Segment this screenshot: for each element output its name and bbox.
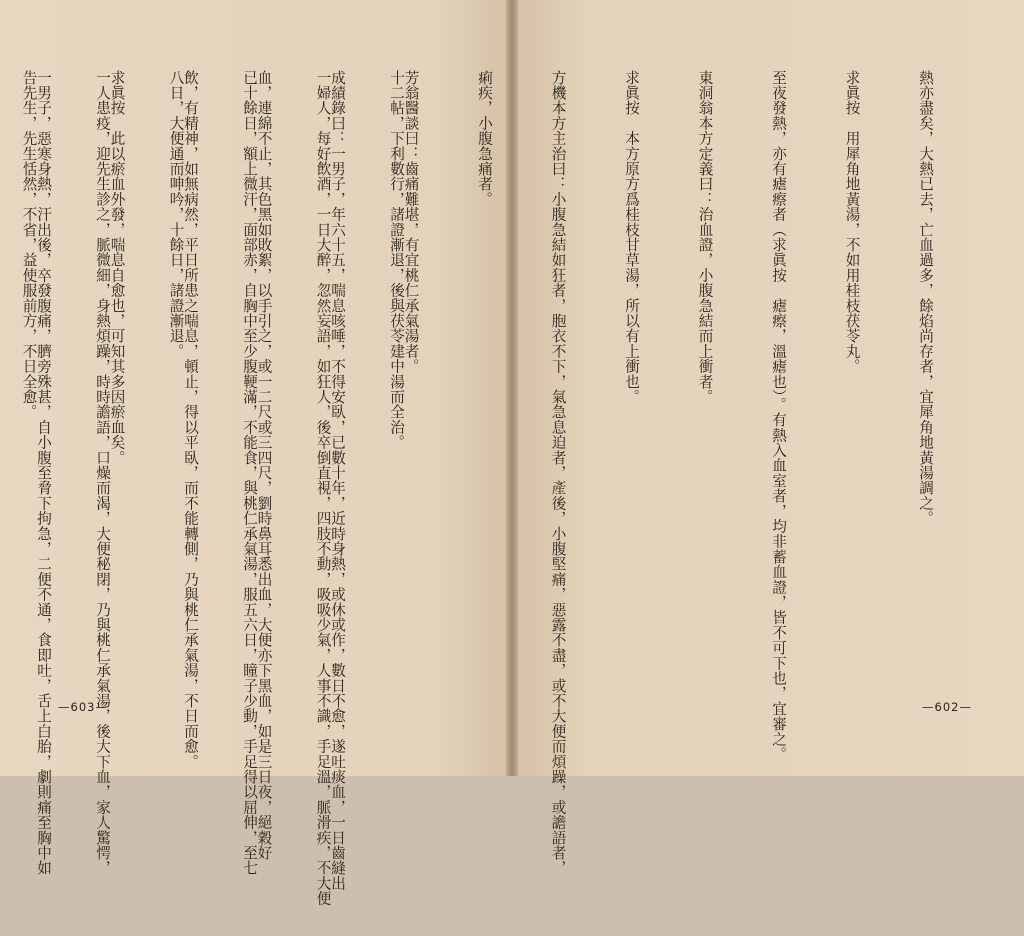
text-column: 告先生，先生恬然，不省，益使服前方，不日全愈。	[20, 70, 38, 420]
page-number-left: —603—	[58, 700, 108, 714]
text-column: 飲，有精神，如無病然，平日所患之喘息，頓止，得以平臥，而不能轉側，乃與桃仁承氣湯，不日而愈。	[182, 70, 199, 770]
text-column: 求眞按 此以瘀血外發，喘息自愈也，可知其多因瘀血矣。	[108, 70, 126, 466]
text-column: 一人患疫，迎先生診之，脈微細，身熱煩躁，時時譫語，口燥而渴，大便秘閉，乃與桃仁承氣湯，後大下血，家人驚愕，	[94, 70, 111, 876]
text-column: 一婦人，每好飲酒，一日大醉，忽然妄語，如狂人，後卒倒直視，四肢不動，吸吸少氣，人事不識，手足溫，脈滑疾，不大便	[314, 70, 332, 906]
text-column: 求眞按 本方原方爲桂枝甘草湯，所以有上衝也。	[623, 70, 640, 405]
text-column: 至夜發熱，亦有瘧瘵者（求眞按 瘧瘵，溫瘧也）。有熱入血室者，均非蓄血證，皆不可下也，宜審之。	[770, 70, 787, 762]
text-column: 八日，大便通而呻吟，十餘日，諸證漸退。	[167, 70, 185, 359]
text-column: 熱亦盡矣，大熱已去，亡血過多，餘焰尚存者，宜犀角地黃湯調之。	[917, 70, 934, 526]
text-column: 求眞按 用犀角地黃湯，不如用桂枝茯苓丸。	[843, 70, 861, 374]
text-column: 十二帖，下利數行，諸證漸退，後與茯苓建中湯而全治。	[388, 70, 405, 450]
text-column: 東洞翁本方定義曰：治血證，小腹急結而上衝者。	[696, 70, 714, 405]
text-column: 方機本方主治曰：小腹急結如狂者，胞衣不下，氣急息迫者，產後，小腹堅痛，惡露不盡，或不大便而煩躁，或譫語者，	[549, 70, 567, 876]
text-column: 成績錄曰：一男子，年六十五，喘息咳唾，不得安臥，已數十年，近時身熱，或休或作，數日不愈，遂吐痰血，一日齒縫出	[329, 70, 346, 891]
text-column: 痢疾，小腹急痛者。	[476, 70, 493, 207]
page-number-right: —602—	[922, 700, 972, 714]
text-column: 血，連綿不止，其色黑如敗絮，以手引之，或一二尺或三四尺，劉時鼻耳悉出血，大便亦下黑血，如是三日夜，絕穀好	[255, 70, 273, 861]
book-gutter	[506, 0, 518, 776]
text-column: 芳翁醫談曰：齒痛難堪，有宜桃仁承氣湯者。	[402, 70, 420, 374]
text-column: 已十餘日，額上微汗，面部赤，自胸中至少腹鞕滿，不能食，與桃仁承氣湯，服五六日，瞳子少動，手足得以屈伸，至七	[241, 70, 258, 876]
text-column: 一男子，惡寒身熱，汗出後，卒發腹痛，臍旁殊甚，自小腹至脅下拘急，二便不通，食即吐，舌上白胎，劇則痛至胸中如	[35, 70, 52, 876]
